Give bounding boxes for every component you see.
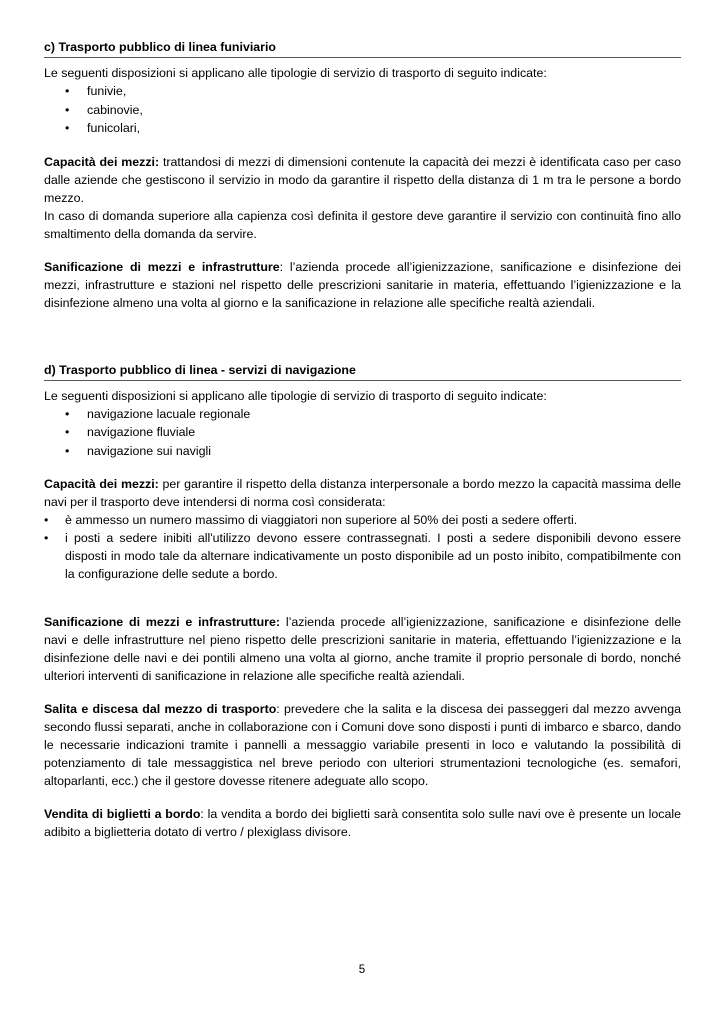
section-d-intro: Le seguenti disposizioni si applicano alle tipologie di servizio di trasporto di seguito indicate: bbox=[44, 388, 547, 403]
section-d-heading: d) Trasporto pubblico di linea - servizi di navigazione bbox=[44, 363, 681, 381]
section-c-capacita bbox=[44, 153, 681, 207]
sanificazione-text: : l’azienda procede all’igienizzazione, sanificazione e disinfezione dei mezzi, infrastrutture e stazioni nel rispetto delle prescrizioni sanitarie in materia, effettuando l’igienizzazione e la disinfezione almeno una volta al giorno e la sanificazione in relazione alle specifiche realtà aziendali. bbox=[44, 259, 682, 310]
section-c-sanificazione bbox=[44, 258, 681, 312]
list-item: • navigazione fluviale bbox=[44, 423, 681, 442]
list-item: • funicolari, bbox=[44, 119, 681, 138]
vendita-text: : la vendita a bordo dei biglietti sarà consentita solo sulle navi ove è presente un locale adibito a biglietteria dotato di vertro / plexiglass divisore. bbox=[44, 807, 682, 839]
list-item: • i posti a sedere inibiti all'utilizzo devono essere contrassegnati. I posti a sedere disponibili devono essere disposti in modo tale da alternare indicativamente un posto disponibile ad un posto inibito, compatibilmente con la configurazione delle sedute a bordo. bbox=[44, 529, 681, 583]
list-item: • funivie, bbox=[44, 82, 681, 101]
capacita-label: Capacità dei mezzi: bbox=[44, 154, 160, 169]
section-d-capacita bbox=[44, 475, 681, 511]
list-item: • è ammesso un numero massimo di viaggiatori non superiore al 50% dei posti a sedere offerti. bbox=[44, 511, 681, 529]
document-page bbox=[44, 40, 681, 841]
section-d-vendita bbox=[44, 805, 681, 841]
salita-text: : prevedere che la salita e la discesa dei passeggeri dal mezzo avvenga secondo flussi separati, anche in collaborazione con i Comuni dove sono disposti i punti di imbarco e sbarco, dando le necessarie indicazioni tramite i pannelli a messaggio variabile presenti in loco e valutando la possibilità di potenziamento di tale messaggistica nel breve periodo con ulteriori strumentazioni tecnologiche (es. semafori, altoparlanti, ecc.) che il gestore dovesse ritenere adeguate allo scopo. bbox=[44, 702, 681, 788]
sanificazione-text: l’azienda procede all’igienizzazione, sanificazione e disinfezione delle navi e delle infrastrutture nel pieno rispetto delle prescrizioni sanitarie in materia, effettuando l’igienizzazione e la disinfezione delle navi e dei pontili almeno una volta al giorno, anche tramite il proprio personale di bordo, nonché ulteriori interventi di sanificazione in relazione alle specifiche realtà aziendali. bbox=[44, 615, 681, 683]
section-d-capacita-bullets bbox=[44, 511, 681, 583]
capacita-text: per garantire il rispetto della distanza interpersonale a bordo mezzo la capacità massima delle navi per il trasporto deve intendersi di norma così considerata: bbox=[44, 477, 681, 509]
capacita-text: trattandosi di mezzi di dimensioni contenute la capacità dei mezzi è identificata caso per caso dalle aziende che gestiscono il servizio in modo da garantire il rispetto della distanza di 1 m tra le persone a bordo mezzo. bbox=[44, 154, 681, 205]
section-d-salita bbox=[44, 700, 681, 790]
salita-label: Salita e discesa dal mezzo di trasporto bbox=[44, 702, 277, 716]
sanificazione-label: Sanificazione di mezzi e infrastrutture bbox=[44, 259, 280, 274]
section-c-heading: c) Trasporto pubblico di linea funiviario bbox=[44, 40, 681, 58]
page-number: 5 bbox=[358, 964, 366, 976]
capacita-label: Capacità dei mezzi: bbox=[44, 477, 159, 491]
sanificazione-label: Sanificazione di mezzi e infrastrutture: bbox=[44, 615, 281, 629]
section-d-sanificazione bbox=[44, 613, 681, 685]
list-item: • navigazione sui navigli bbox=[44, 442, 681, 461]
section-c-capacita-2: In caso di domanda superiore alla capienza così definita il gestore deve garantire il servizio con continuità fino allo smaltimento della domanda da servire. bbox=[44, 208, 681, 241]
vendita-label: Vendita di biglietti a bordo bbox=[44, 807, 201, 821]
list-item: • cabinovie, bbox=[44, 101, 681, 120]
list-item: • navigazione lacuale regionale bbox=[44, 405, 681, 424]
section-c-list bbox=[44, 82, 681, 138]
section-d-list bbox=[44, 405, 681, 461]
section-c-intro: Le seguenti disposizioni si applicano alle tipologie di servizio di trasporto di seguito indicate: bbox=[44, 66, 547, 80]
